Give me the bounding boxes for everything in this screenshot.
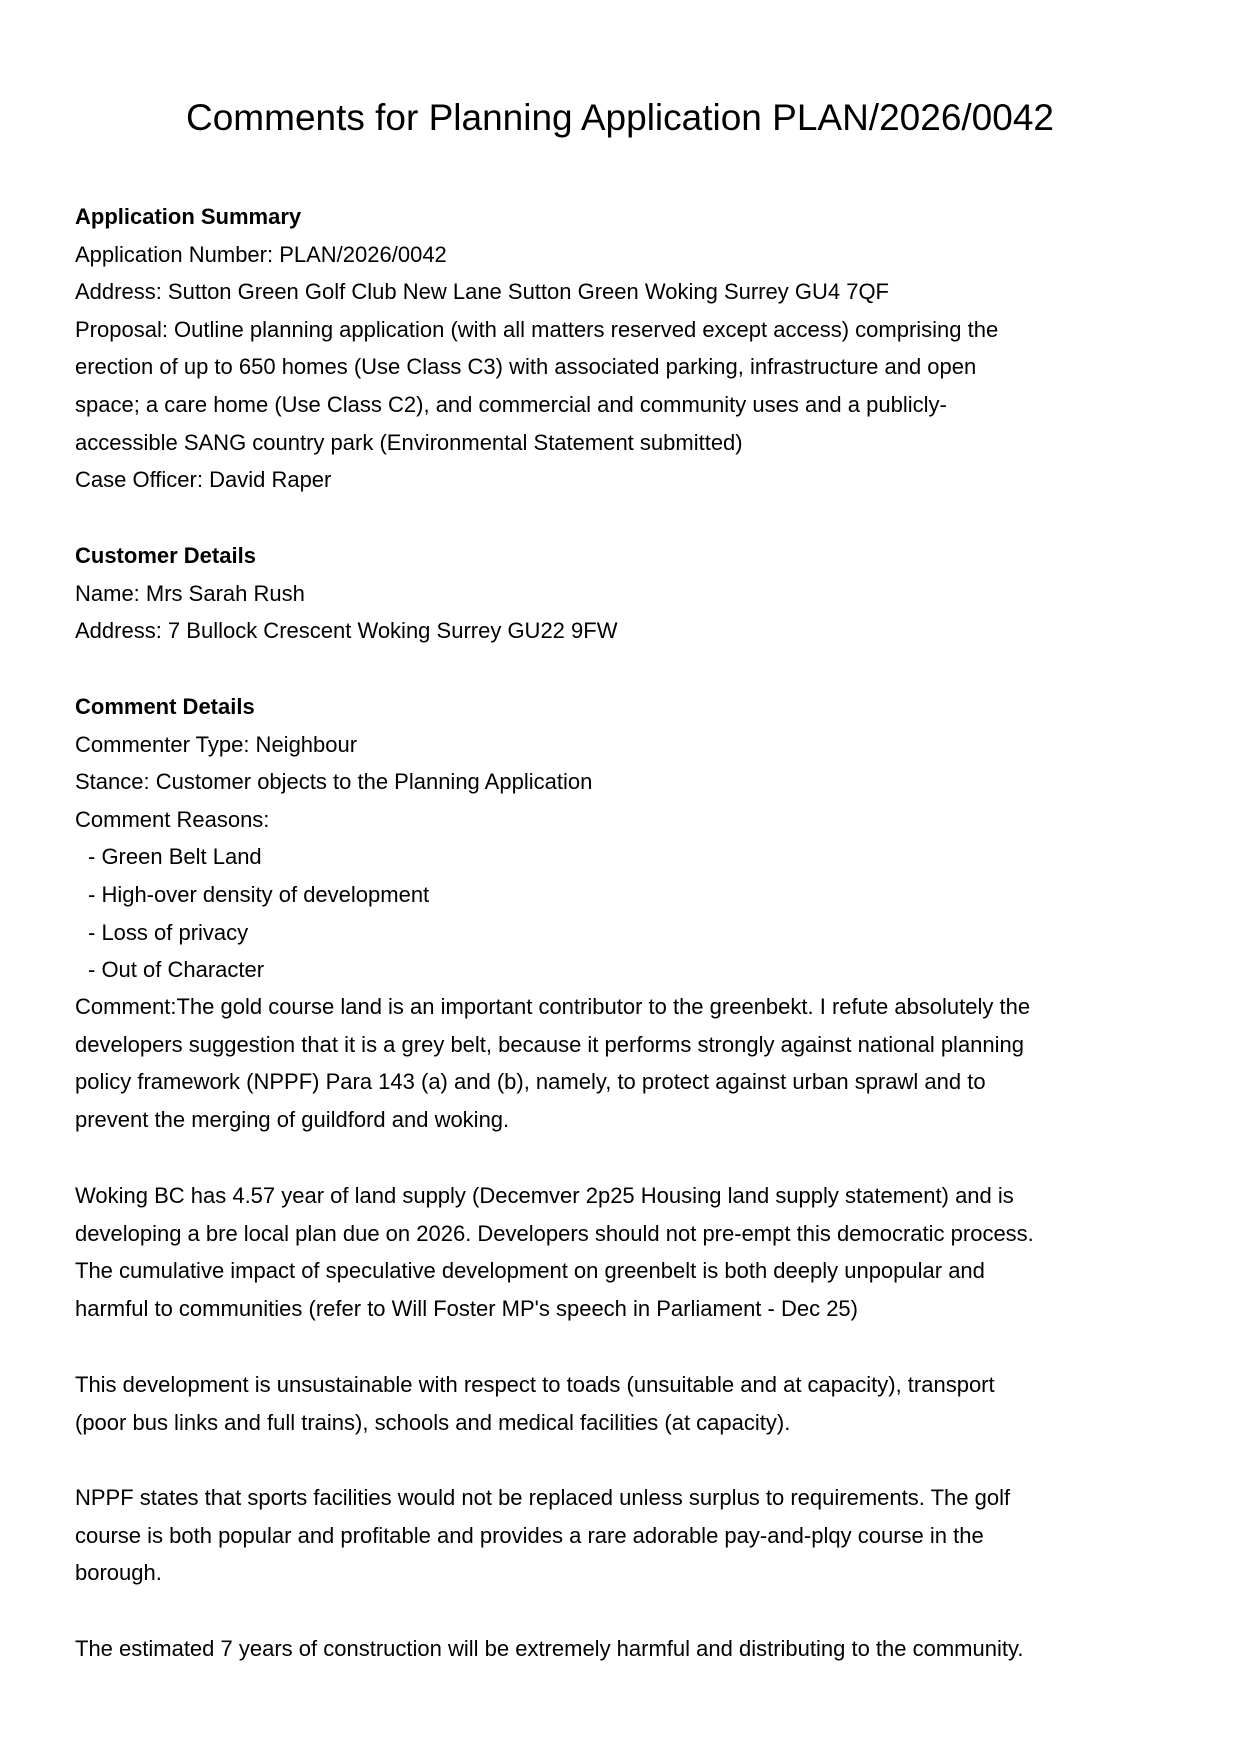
application-number: Application Number: PLAN/2026/0042 xyxy=(75,241,447,267)
comment-line: Woking BC has 4.57 year of land supply (Decemver 2p25 Housing land supply statement) and is xyxy=(75,1183,1014,1208)
customer-details-section xyxy=(75,537,617,650)
customer-name: Name: Mrs Sarah Rush xyxy=(75,580,305,606)
section-heading: Customer Details xyxy=(75,543,256,568)
site-address: Address: Sutton Green Golf Club New Lane Sutton Green Woking Surrey GU4 7QF xyxy=(75,279,889,305)
comment-line: harmful to communities (refer to Will Foster MP's speech in Parliament - Dec 25) xyxy=(75,1295,858,1321)
comment-line: prevent the merging of guildford and woking. xyxy=(75,1106,510,1132)
comment-paragraph xyxy=(75,1630,1023,1668)
comment-line: developing a bre local plan due on 2026. Developers should not pre-empt this democratic process. xyxy=(75,1220,1034,1246)
comment-paragraph xyxy=(75,1366,995,1441)
comment-paragraph xyxy=(75,988,1030,1138)
comment-line: Comment:The gold course land is an important contributor to the greenbekt. I refute absolutely the xyxy=(75,994,1031,1019)
comment-line: (poor bus links and full trains), schools and medical facilities (at capacity). xyxy=(75,1409,791,1435)
comment-line: The estimated 7 years of construction will be extremely harmful and distributing to the community. xyxy=(75,1636,1024,1661)
comment-line: This development is unsustainable with respect to toads (unsuitable and at capacity), transport xyxy=(75,1372,995,1397)
case-officer: Case Officer: David Raper xyxy=(75,467,332,493)
proposal-line: erection of up to 650 homes (Use Class C3) with associated parking, infrastructure and open xyxy=(75,354,977,380)
comment-reason: - Loss of privacy xyxy=(88,919,249,945)
section-heading: Comment Details xyxy=(75,694,255,719)
section-heading: Application Summary xyxy=(75,204,302,229)
stance: Stance: Customer objects to the Planning Application xyxy=(75,769,593,795)
comment-paragraph xyxy=(75,1177,1034,1327)
comment-line: policy framework (NPPF) Para 143 (a) and (b), namely, to protect against urban sprawl and to xyxy=(75,1069,986,1095)
proposal-line: space; a care home (Use Class C2), and commercial and community uses and a publicly- xyxy=(75,391,947,417)
comment-reason: - High-over density of development xyxy=(88,881,430,907)
comment-line: NPPF states that sports facilities would not be replaced unless surplus to requirements. The golf xyxy=(75,1485,1011,1510)
customer-address: Address: 7 Bullock Crescent Woking Surrey GU22 9FW xyxy=(75,618,618,644)
comment-paragraph xyxy=(75,1479,1010,1592)
commenter-type: Commenter Type: Neighbour xyxy=(75,731,358,757)
comment-details-section xyxy=(75,688,592,989)
comment-line: borough. xyxy=(75,1560,162,1586)
proposal-line: Proposal: Outline planning application (with all matters reserved except access) comprising the xyxy=(75,316,999,342)
comment-line: course is both popular and profitable and provides a rare adorable pay-and-plqy course in the xyxy=(75,1522,984,1548)
comment-reason: - Out of Character xyxy=(88,957,265,983)
comment-reason: - Green Belt Land xyxy=(88,844,262,870)
application-summary-section xyxy=(75,198,998,499)
comment-reasons-label: Comment Reasons: xyxy=(75,806,270,832)
proposal-line: accessible SANG country park (Environmental Statement submitted) xyxy=(75,429,743,455)
comment-line: The cumulative impact of speculative development on greenbelt is both deeply unpopular and xyxy=(75,1258,985,1284)
page-title: Comments for Planning Application PLAN/2026/0042 xyxy=(186,97,1054,138)
comment-line: developers suggestion that it is a grey belt, because it performs strongly against national planning xyxy=(75,1031,1025,1057)
